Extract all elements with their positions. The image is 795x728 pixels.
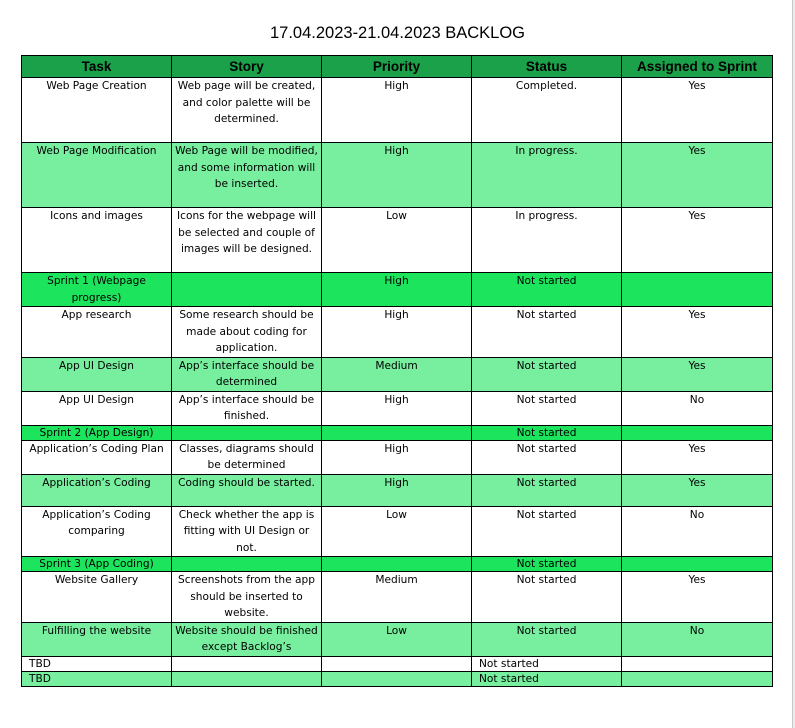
status-cell: Not started: [472, 425, 622, 440]
story-cell: [172, 273, 322, 307]
task-cell: Sprint 3 (App Coding): [22, 557, 172, 572]
task-cell: Web Page Creation: [22, 78, 172, 143]
column-header-priority: Priority: [322, 56, 472, 78]
status-cell: Not started: [472, 572, 622, 623]
priority-cell: High: [322, 307, 472, 358]
story-cell: Web page will be created, and color palette will be determined.: [172, 78, 322, 143]
table-row: [22, 78, 773, 143]
table-row: [22, 474, 773, 506]
task-cell: Application’s Coding Plan: [22, 440, 172, 474]
sprint-row: [22, 273, 773, 307]
status-cell: Not started: [472, 671, 622, 686]
status-cell: Not started: [472, 656, 622, 671]
column-header-task: Task: [22, 56, 172, 78]
story-cell: Website should be finished except Backlog’s: [172, 622, 322, 656]
priority-cell: [322, 671, 472, 686]
priority-cell: High: [322, 474, 472, 506]
priority-cell: Medium: [322, 572, 472, 623]
story-cell: Coding should be started.: [172, 474, 322, 506]
story-cell: Icons for the webpage will be selected and couple of images will be designed.: [172, 208, 322, 273]
assigned-cell: Yes: [622, 440, 773, 474]
task-cell: TBD: [22, 671, 172, 686]
backlog-table: [21, 55, 773, 687]
table-row: [22, 572, 773, 623]
sprint-row: [22, 557, 773, 572]
status-cell: Completed.: [472, 78, 622, 143]
task-cell: Icons and images: [22, 208, 172, 273]
priority-cell: Low: [322, 506, 472, 557]
assigned-cell: No: [622, 506, 773, 557]
priority-cell: High: [322, 391, 472, 425]
story-cell: [172, 671, 322, 686]
status-cell: Not started: [472, 506, 622, 557]
header-row: [22, 56, 773, 78]
assigned-cell: [622, 656, 773, 671]
story-cell: Some research should be made about coding for application.: [172, 307, 322, 358]
status-cell: Not started: [472, 622, 622, 656]
assigned-cell: [622, 273, 773, 307]
priority-cell: Low: [322, 622, 472, 656]
story-cell: Web Page will be modified, and some information will be inserted.: [172, 143, 322, 208]
task-cell: Sprint 2 (App Design): [22, 425, 172, 440]
task-cell: App UI Design: [22, 391, 172, 425]
status-cell: Not started: [472, 273, 622, 307]
priority-cell: High: [322, 143, 472, 208]
assigned-cell: Yes: [622, 78, 773, 143]
story-cell: Screenshots from the app should be inserted to website.: [172, 572, 322, 623]
story-cell: App’s interface should be finished.: [172, 391, 322, 425]
task-cell: Fulfilling the website: [22, 622, 172, 656]
priority-cell: Low: [322, 208, 472, 273]
table-row: [22, 506, 773, 557]
story-cell: Classes, diagrams should be determined: [172, 440, 322, 474]
table-row: [22, 622, 773, 656]
table-row: [22, 391, 773, 425]
table-row: [22, 440, 773, 474]
assigned-cell: No: [622, 391, 773, 425]
task-cell: Sprint 1 (Webpage progress): [22, 273, 172, 307]
assigned-cell: Yes: [622, 208, 773, 273]
status-cell: In progress.: [472, 208, 622, 273]
table-row: [22, 357, 773, 391]
assigned-cell: Yes: [622, 143, 773, 208]
priority-cell: High: [322, 440, 472, 474]
assigned-cell: [622, 671, 773, 686]
task-cell: TBD: [22, 656, 172, 671]
status-cell: Not started: [472, 307, 622, 358]
priority-cell: [322, 425, 472, 440]
story-cell: [172, 656, 322, 671]
priority-cell: High: [322, 273, 472, 307]
assigned-cell: Yes: [622, 307, 773, 358]
story-cell: App’s interface should be determined: [172, 357, 322, 391]
priority-cell: [322, 557, 472, 572]
status-cell: Not started: [472, 391, 622, 425]
story-cell: [172, 557, 322, 572]
priority-cell: Medium: [322, 357, 472, 391]
sprint-row: [22, 425, 773, 440]
task-cell: Web Page Modification: [22, 143, 172, 208]
column-header-assigned: Assigned to Sprint: [622, 56, 773, 78]
task-cell: App UI Design: [22, 357, 172, 391]
column-header-story: Story: [172, 56, 322, 78]
status-cell: Not started: [472, 440, 622, 474]
table-row: [22, 656, 773, 671]
assigned-cell: Yes: [622, 357, 773, 391]
priority-cell: [322, 656, 472, 671]
assigned-cell: Yes: [622, 474, 773, 506]
task-cell: App research: [22, 307, 172, 358]
status-cell: Not started: [472, 357, 622, 391]
priority-cell: High: [322, 78, 472, 143]
table-row: [22, 671, 773, 686]
table-row: [22, 307, 773, 358]
assigned-cell: No: [622, 622, 773, 656]
status-cell: Not started: [472, 557, 622, 572]
table-row: [22, 208, 773, 273]
assigned-cell: [622, 425, 773, 440]
story-cell: Check whether the app is fitting with UI Design or not.: [172, 506, 322, 557]
task-cell: Application’s Coding comparing: [22, 506, 172, 557]
story-cell: [172, 425, 322, 440]
task-cell: Application’s Coding: [22, 474, 172, 506]
assigned-cell: [622, 557, 773, 572]
assigned-cell: Yes: [622, 572, 773, 623]
task-cell: Website Gallery: [22, 572, 172, 623]
status-cell: Not started: [472, 474, 622, 506]
column-header-status: Status: [472, 56, 622, 78]
table-row: [22, 143, 773, 208]
status-cell: In progress.: [472, 143, 622, 208]
backlog-title: 17.04.2023-21.04.2023 BACKLOG: [269, 24, 526, 42]
